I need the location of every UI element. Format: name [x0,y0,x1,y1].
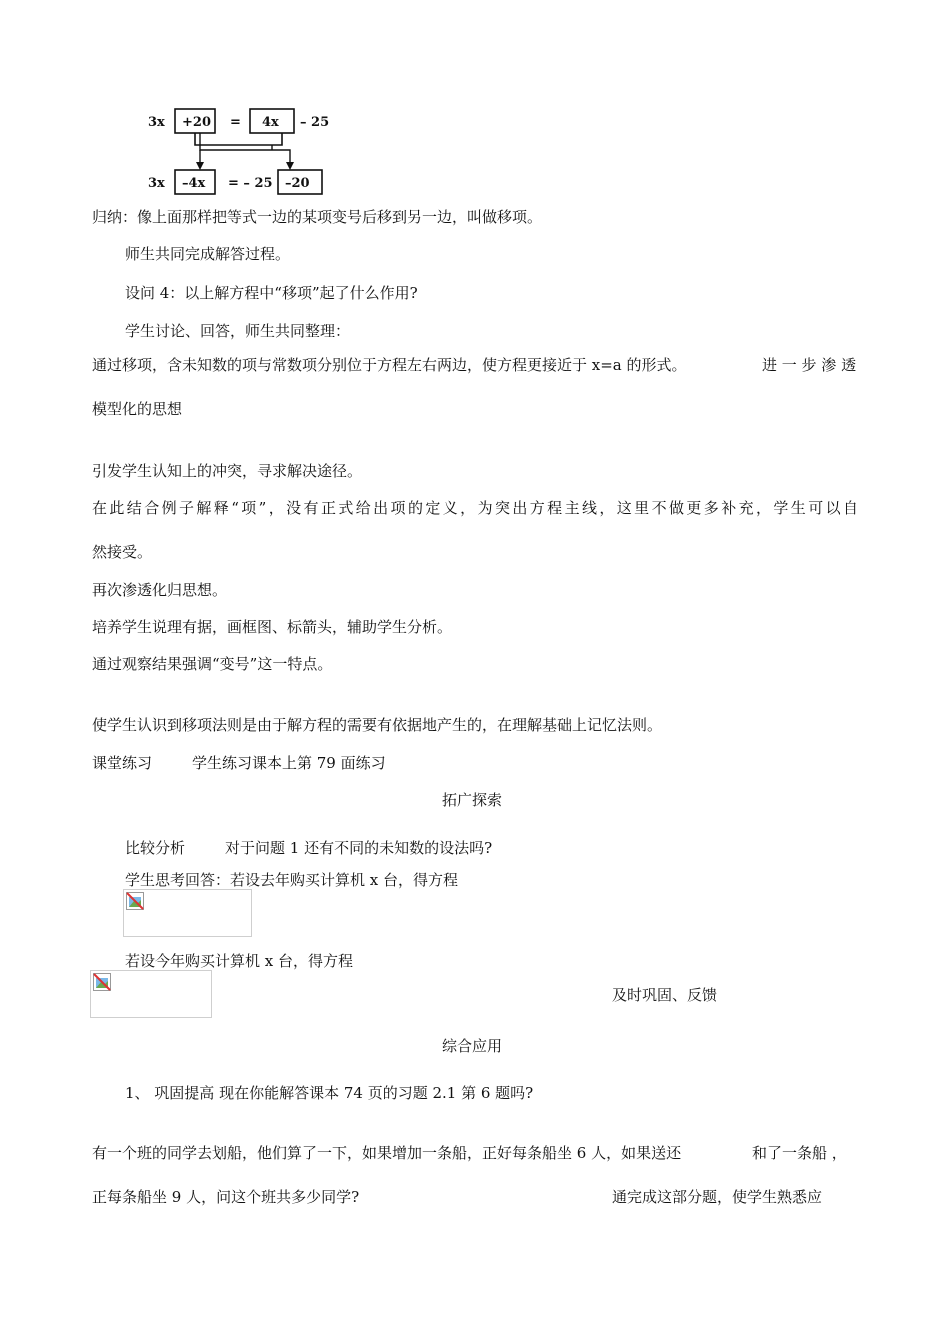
margin-note: 进 一 步 渗 透 [762,356,857,374]
problem-line: 有一个班的同学去划船，他们算了一下，如果增加一条船，正好每条船坐 6 人，如果送还 [92,1144,682,1162]
connector-left [200,145,272,164]
problem-line: 和了一条船 ， [752,1144,847,1162]
text-line: 学生思考回答：若设去年购买计算机 x 台，得方程 [125,871,458,889]
row2-box2-term: –20 [285,176,310,191]
margin-note: 及时巩固、反馈 [612,986,718,1004]
row1-right-term: – 25 [300,115,330,130]
margin-note: 通完成这部分题，使学生熟悉应 [612,1188,823,1206]
broken-image-icon [126,892,144,910]
text-line: 通过移项，含未知数的项与常数项分别位于方程左右两边，使方程更接近于 x=a 的形式。 [92,356,687,374]
problem-line: 正每条船坐 9 人，问这个班共多少同学? [92,1188,360,1206]
arrow-right-icon [286,162,294,170]
equation-image [90,970,212,1018]
broken-image-icon [93,973,111,991]
text-line: 若设今年购买计算机 x 台，得方程 [125,952,353,970]
row2-left-term: 3x [148,176,165,191]
section-heading: 综合应用 [442,1037,503,1055]
question-line: 设问 4：以上解方程中“移项”起了什么作用? [125,284,418,302]
row2-box1-term: –4x [182,176,206,191]
section-label: 比较分析 [125,839,186,857]
section-label: 课堂练习 [92,754,153,772]
margin-note: 在此结合例子解释“项”，没有正式给出项的定义，为突出方程主线，这里不做更多补充，学生可以自 [92,499,858,517]
text-line: 学生练习课本上第 79 面练习 [192,754,386,772]
text-line: 师生共同完成解答过程。 [125,245,291,263]
margin-note: 使学生认识到移项法则是由于解方程的需要有依据地产生的，在理解基础上记忆法则。 [92,716,663,734]
arrow-left-icon [196,162,204,170]
row1-equals: = [230,115,241,130]
row1-left-term: 3x [148,115,165,130]
margin-note: 然接受。 [92,543,153,561]
margin-note: 模型化的思想 [92,400,183,418]
section-heading: 拓广探索 [442,791,503,809]
equation-image [123,889,252,937]
summary-line: 归纳：像上面那样把等式一边的某项变号后移到另一边，叫做移项。 [92,208,543,226]
connector-right [200,133,290,164]
row1-box2-term: 4x [262,115,279,130]
margin-note: 培养学生说理有据，画框图、标箭头，辅助学生分析。 [92,618,453,636]
question-line: 对于问题 1 还有不同的未知数的设法吗? [225,839,493,857]
margin-note: 引发学生认知上的冲突，寻求解决途径。 [92,462,363,480]
margin-note: 再次渗透化归思想。 [92,581,228,599]
margin-note: 通过观察结果强调“变号”这一特点。 [92,655,333,673]
exercise-line: 1、 巩固提高 现在你能解答课本 74 页的习题 2.1 第 6 题吗? [125,1084,534,1102]
transposition-diagram [140,100,340,200]
text-line: 学生讨论、回答，师生共同整理： [125,322,351,340]
row2-equals: = – 25 [228,176,273,191]
connector-top [195,133,282,145]
row1-box1-term: +20 [182,115,211,130]
